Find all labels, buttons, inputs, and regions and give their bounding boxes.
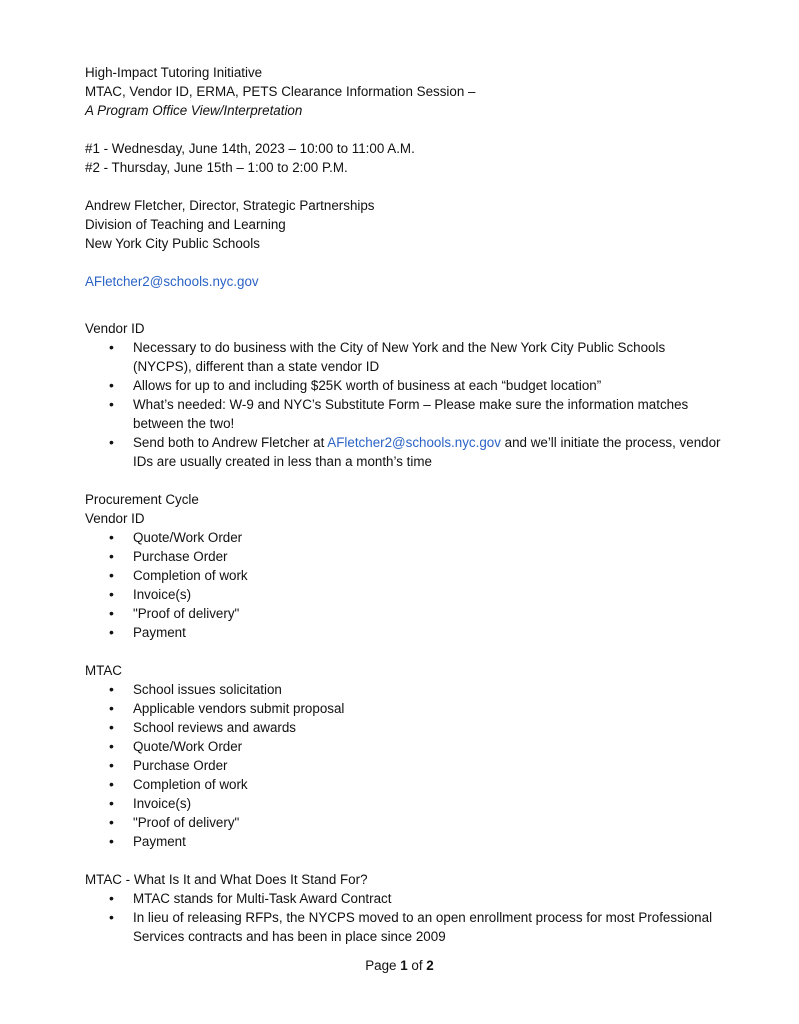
send-prefix-text: Send both to Andrew Fletcher at (133, 435, 328, 450)
contact-name-title: Andrew Fletcher, Director, Strategic Partnerships (85, 198, 375, 213)
document-page (85, 63, 725, 946)
procurement-heading: Procurement Cycle (85, 492, 199, 507)
list-item: • "Proof of delivery" (133, 813, 725, 832)
contact-org: New York City Public Schools (85, 236, 260, 251)
list-item: • Quote/Work Order (133, 528, 725, 547)
list-item: • MTAC stands for Multi-Task Award Contract (133, 889, 725, 908)
list-item: • Quote/Work Order (133, 737, 725, 756)
list-item: • "Proof of delivery" (133, 604, 725, 623)
list-item: • Completion of work (133, 566, 725, 585)
list-item: • School issues solicitation (133, 680, 725, 699)
list-item: • Necessary to do business with the City of New York and the New York City Public Schools (NYCPS), different than a state vendor ID (133, 338, 725, 376)
page-total: 2 (426, 958, 434, 973)
session-1: #1 - Wednesday, June 14th, 2023 – 10:00 to 11:00 A.M. (85, 141, 415, 156)
contact-email-link[interactable]: AFletcher2@schools.nyc.gov (85, 274, 259, 289)
list-item: • Purchase Order (133, 756, 725, 775)
list-item: • Applicable vendors submit proposal (133, 699, 725, 718)
page-current: 1 (400, 958, 408, 973)
list-item: • School reviews and awards (133, 718, 725, 737)
mtac-steps-list (85, 680, 725, 851)
page-of-word: of (407, 958, 427, 973)
vendor-id-heading: Vendor ID (85, 321, 145, 336)
list-item (133, 433, 725, 471)
mtac-what-list (85, 889, 725, 946)
mtac-heading: MTAC (85, 663, 122, 678)
list-item: • Invoice(s) (133, 585, 725, 604)
list-item: • Purchase Order (133, 547, 725, 566)
header-subtitle: MTAC, Vendor ID, ERMA, PETS Clearance Information Session – (85, 84, 476, 99)
list-item: • What’s needed: W-9 and NYC’s Substitute Form – Please make sure the information matches between the two! (133, 395, 725, 433)
page-word: Page (365, 958, 401, 973)
procurement-subheading: Vendor ID (85, 511, 145, 526)
list-item: • Payment (133, 832, 725, 851)
list-item: • Allows for up to and including $25K worth of business at each “budget location” (133, 376, 725, 395)
header-title: High-Impact Tutoring Initiative (85, 65, 263, 80)
mtac-what-heading: MTAC - What Is It and What Does It Stand For? (85, 872, 368, 887)
procurement-steps-list (85, 528, 725, 642)
page-footer (0, 956, 799, 975)
session-2: #2 - Thursday, June 15th – 1:00 to 2:00 P.M. (85, 160, 348, 175)
contact-division: Division of Teaching and Learning (85, 217, 286, 232)
list-item: • Completion of work (133, 775, 725, 794)
list-item: • In lieu of releasing RFPs, the NYCPS moved to an open enrollment process for most Professional Services contracts and has been in place since 2009 (133, 908, 725, 946)
list-item: • Invoice(s) (133, 794, 725, 813)
list-item: • Payment (133, 623, 725, 642)
send-email-link[interactable]: AFletcher2@schools.nyc.gov (327, 435, 501, 450)
send-suffix-text: and we’ll initiate the process, vendor IDs are usually created in less than a month’s time (133, 435, 721, 469)
header-interpretation: A Program Office View/Interpretation (85, 103, 303, 118)
vendor-id-list (85, 338, 725, 471)
